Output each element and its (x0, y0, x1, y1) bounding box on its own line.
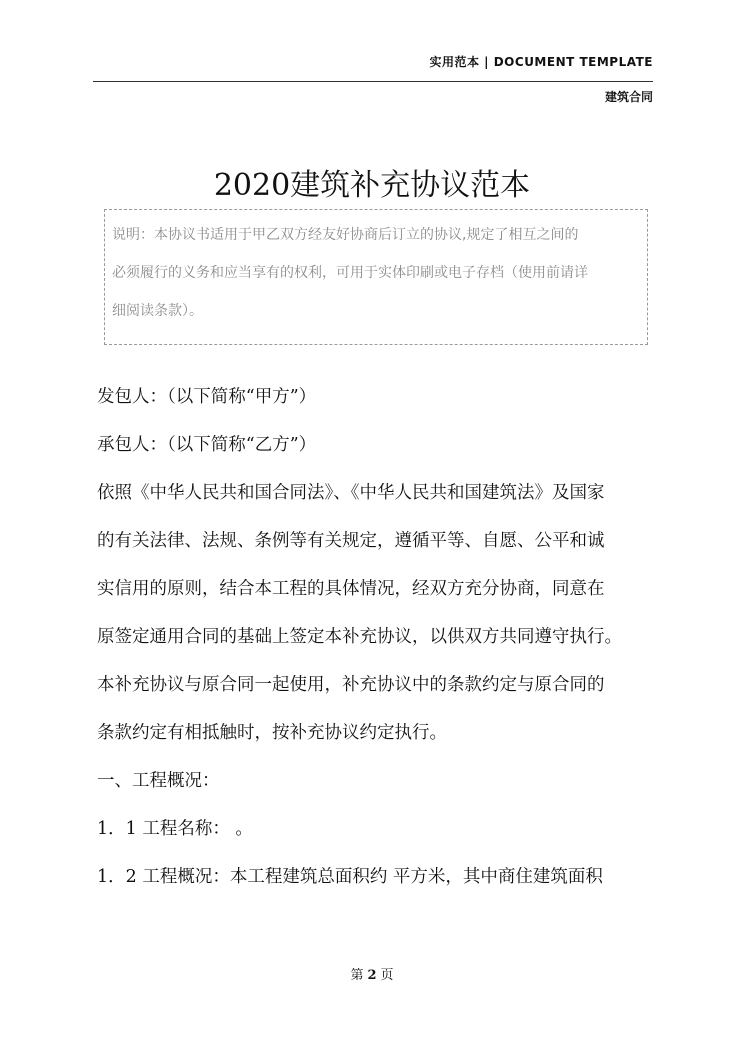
body-line: 本补充协议与原合同一起使用，补充协议中的条款约定与原合同的 (97, 675, 605, 695)
section-heading: 一、工程概况： (97, 771, 220, 791)
note-box (104, 209, 648, 345)
footer-prefix: 第 (350, 968, 364, 983)
party-b-line: 承包人：（以下简称“乙方”） (97, 435, 317, 455)
body-line: 实信用的原则，结合本工程的具体情况，经双方充分协商，同意在 (97, 579, 605, 599)
header-divider (93, 81, 653, 82)
body-line: 依照《中华人民共和国合同法》、《中华人民共和国建筑法》及国家 (97, 483, 605, 503)
page-number: 2 (367, 968, 377, 983)
header-category: 建筑合同 (604, 90, 653, 104)
clause-line: 1．1 工程名称： 。 (97, 819, 253, 839)
header-brand: 实用范本 | DOCUMENT TEMPLATE (429, 55, 653, 69)
note-line: 说明：本协议书适用于甲乙双方经友好协商后订立的协议,规定了相互之间的 (112, 227, 579, 243)
page-footer (0, 964, 744, 983)
footer-suffix: 页 (380, 968, 394, 983)
body-line: 原签定通用合同的基础上签定本补充协议，以供双方共同遵守执行。 (97, 627, 622, 647)
party-a-line: 发包人：（以下简称“甲方”） (97, 387, 317, 407)
note-line: 必须履行的义务和应当享有的权利，可用于实体印刷或电子存档（使用前请详 (112, 265, 588, 281)
document-title: 2020建筑补充协议范本 (213, 168, 531, 204)
note-line: 细阅读条款）。 (112, 303, 203, 319)
body-line: 的有关法律、法规、条例等有关规定，遵循平等、自愿、公平和诚 (97, 531, 605, 551)
clause-line: 1．2 工程概况：本工程建筑总面积约 平方米，其中商住建筑面积 (97, 867, 603, 887)
body-line: 条款约定有相抵触时，按补充协议约定执行。 (97, 723, 447, 743)
document-body (97, 373, 661, 901)
